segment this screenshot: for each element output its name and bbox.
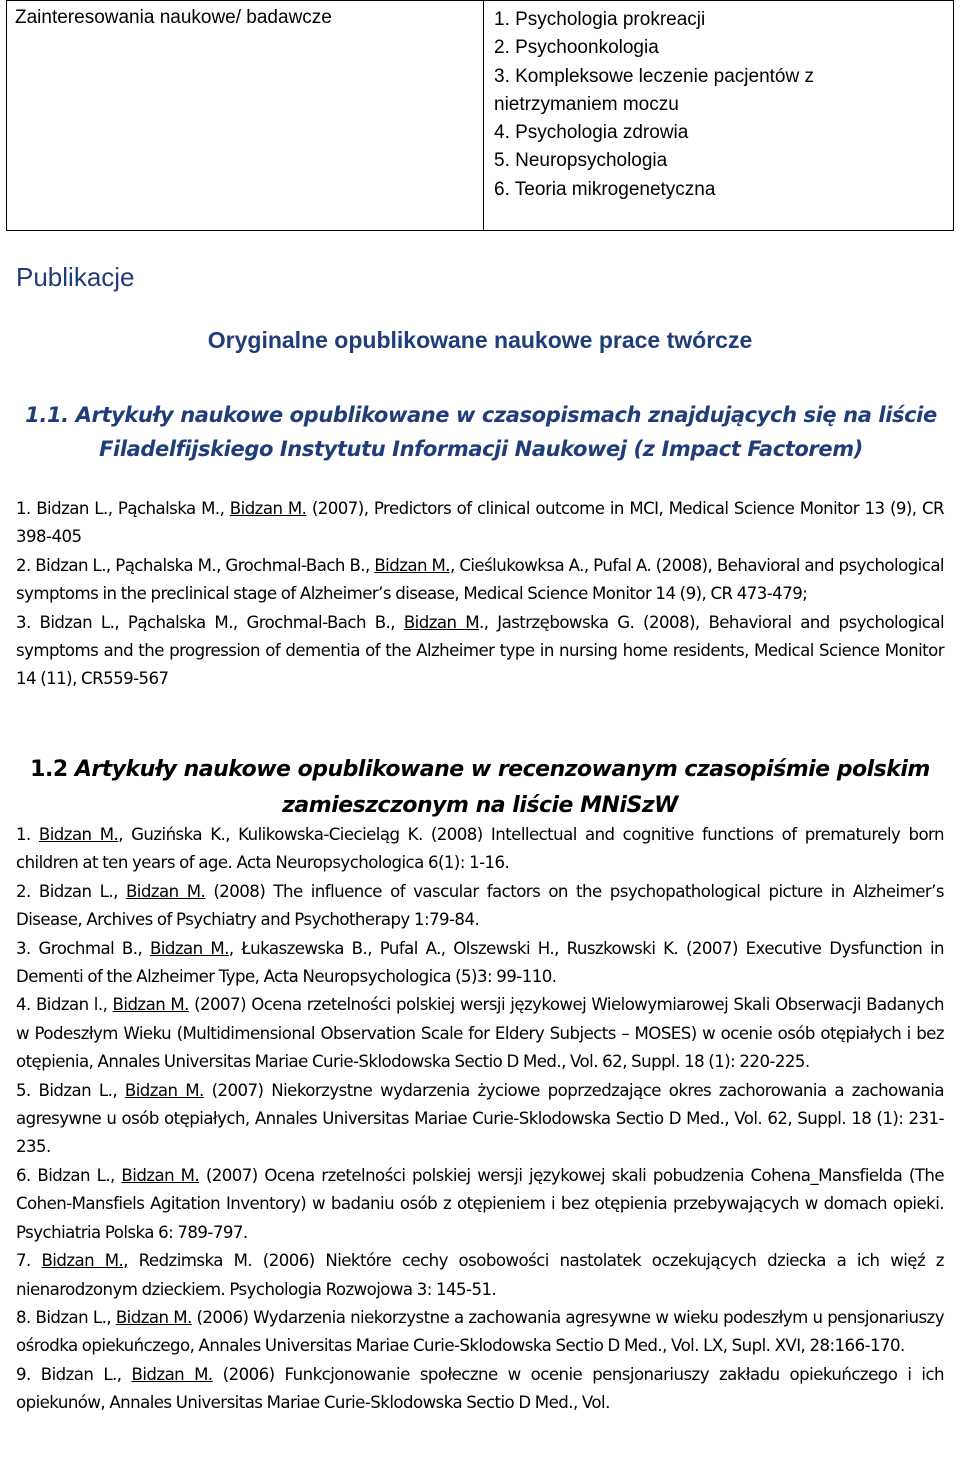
citation-entry: [16, 935, 944, 992]
citation-entry: [16, 495, 944, 552]
citation-text: 7.: [16, 1251, 42, 1271]
citation-text: (2007) Niekorzystne wydarzenia życiowe poprzedzające okres zachorowania a zachowania agresywne u osób otępiałych, Annales Universitas Mariae Curie-Sklodowska Sectio D Med., Vol. 62, Suppl. 18 (1): 231-235.: [16, 1080, 944, 1157]
citation-text: (2007) Ocena rzetelności polskiej wersji językowej Wielowymiarowej Skali Obserwacji Badanych w Podeszłym Wieku (Multidimensional Observation Scale for Eldery Subjects – MOSES) w ocenie osób otępiałych i bez otępienia, Annales Universitas Mariae Curie-Sklodowska Sectio D Med., Vol. 62, Suppl. 18 (1): 220-225.: [16, 995, 944, 1072]
citation-text: 2. Bidzan L.,: [16, 881, 126, 901]
research-interests-label: Zainteresowania naukowe/ badawcze: [15, 7, 332, 28]
citation-entry: [16, 1304, 944, 1361]
citation-text: Redzimska M. (2006) Niektóre cechy osobowości nastolatek oczekujących dziecka a ich więź z nienarodzonym dzieckiem. Psychologia Rozwojowa 3: 145-51.: [16, 1251, 944, 1299]
citation-text: (2006) Wydarzenia niekorzystne a zachowania agresywne w wieku podeszłym u pensjonariuszy ośrodka opiekuńczego, Annales Universitas Mariae Curie-Sklodowska Sectio D Med., Vol. LX, Supl. XVI, 28:166-170.: [16, 1307, 944, 1356]
citation-text: 3. Bidzan L., Pąchalska M., Grochmal-Bach B.,: [16, 612, 404, 632]
citation-entry: [16, 1247, 944, 1304]
list-item: 4. Psychologia zdrowia: [494, 122, 689, 144]
list-item: 5. Neuropsychologia: [494, 150, 668, 172]
citation-entry: [16, 609, 944, 694]
list-item: 6. Teoria mikrogenetyczna: [494, 178, 716, 200]
citation-entry: [16, 991, 944, 1076]
citation-entry: [16, 1162, 944, 1247]
table-column-divider: [483, 1, 484, 230]
list-item: 1. Psychologia prokreacji: [494, 9, 706, 30]
citation-text: 2. Bidzan L., Pąchalska M., Grochmal-Bach B.,: [16, 555, 375, 575]
author-name-underlined: Bidzan M.,: [41, 1251, 128, 1271]
author-name-underlined: Bidzan M.: [149, 938, 229, 958]
citation-entry: [16, 821, 944, 878]
section-1-2-list: [16, 821, 944, 1418]
author-name-underlined: Bidzan M.: [125, 881, 206, 901]
list-item: 2. Psychoonkologia: [494, 37, 659, 59]
citation-text: (2006) Funkcjonowanie społeczne w ocenie pensjonariuszy zakładu opiekuńczego i ich opiekunów, Annales Universitas Mariae Curie-Sklodowska Sectio D Med., Vol.: [16, 1364, 944, 1413]
citation-text: 9. Bidzan L.,: [16, 1364, 132, 1384]
citation-text: 6. Bidzan L.,: [16, 1165, 122, 1185]
research-interests-list: [494, 6, 934, 204]
citation-text: Cieślukowksa A., Pufal A. (2008), Behavioral and psychological symptoms in the preclinical stage of Alzheimer’s disease, Medical Science Monitor 14 (9), CR 473-479;: [16, 555, 944, 604]
citation-text: 1. Bidzan L., Pąchalska M.,: [16, 499, 230, 518]
citation-text: (2007), Predictors of clinical outcome in MCI, Medical Science Monitor 13 (9), CR 398-405: [16, 499, 944, 547]
citation-text: , Łukaszewska B., Pufal A., Olszewski H., Ruszkowski K. (2007) Executive Dysfunction in Dementi of the Alzheimer Type, Acta Neuropsychologica (5)3: 99-110.: [16, 938, 945, 987]
citation-text: (2007) Ocena rzetelności polskiej wersji językowej skali pobudzenia Cohena_Mansfielda (The Cohen-Mansfiels Agitation Inventory) w badaniu osób z otępieniem i bez otępienia przebywających w domach opieki. Psychiatria Polska 6: 789-797.: [16, 1165, 944, 1242]
citation-text: (2008) The influence of vascular factors on the psychopathological picture in Alzheimer’s Disease, Archives of Psychiatry and Psychotherapy 1:79-84.: [16, 881, 944, 930]
citation-entry: [16, 1077, 944, 1162]
author-name-underlined: Bidzan M: [403, 612, 479, 632]
author-name-underlined: Bidzan M.: [115, 1307, 192, 1327]
citation-text: 8. Bidzan L.,: [16, 1307, 116, 1327]
author-name-underlined: Bidzan M.,: [374, 555, 455, 575]
research-interests-table: [6, 0, 954, 231]
section-1-1-heading: 1.1. Artykuły naukowe opublikowane w czasopismach znajdujących się na liście Filadelfijskiego Instytutu Informacji Naukowej (z Impact Factorem): [25, 403, 937, 461]
citation-text: 4. Bidzan l.,: [16, 995, 113, 1015]
citation-entry: [16, 1361, 944, 1418]
author-name-underlined: Bidzan M.: [38, 825, 119, 844]
author-name-underlined: Bidzan M.: [124, 1080, 204, 1100]
list-item: 3. Kompleksowe leczenie pacjentów z nietrzymaniem moczu: [494, 65, 815, 115]
section-1-2-number: 1.2: [30, 757, 68, 782]
citation-text: ., Jastrzębowska G. (2008), Behavioral and psychological symptoms and the progression of dementia of the Alzheimer type in nursing home residents, Medical Science Monitor 14 (11), CR559-567: [16, 612, 945, 689]
citation-text: 1.: [16, 825, 39, 844]
citation-text: , Guzińska K., Kulikowska-Ciecieląg K. (2008) Intellectual and cognitive functions of prematurely born children at ten years of age. Acta Neuropsychologica 6(1): 1-16.: [16, 825, 944, 873]
citation-entry: [16, 552, 944, 609]
section-1-1-list: [16, 495, 944, 694]
section-1-2-heading: [16, 752, 944, 824]
citation-entry: [16, 878, 944, 935]
author-name-underlined: Bidzan M.: [131, 1364, 213, 1384]
author-name-underlined: Bidzan M.: [229, 499, 307, 518]
citation-text: 5. Bidzan L.,: [16, 1080, 125, 1100]
publications-heading: Publikacje: [16, 262, 135, 292]
original-works-heading: Oryginalne opublikowane naukowe prace twórcze: [207, 327, 753, 353]
section-1-2-title: Artykuły naukowe opublikowane w recenzowanym czasopiśmie polskim zamieszczonym na liście MNiSzW: [74, 757, 930, 818]
author-name-underlined: Bidzan M.: [121, 1165, 200, 1185]
citation-text: 3. Grochmal B.,: [16, 938, 150, 958]
author-name-underlined: Bidzan M.: [112, 995, 189, 1015]
